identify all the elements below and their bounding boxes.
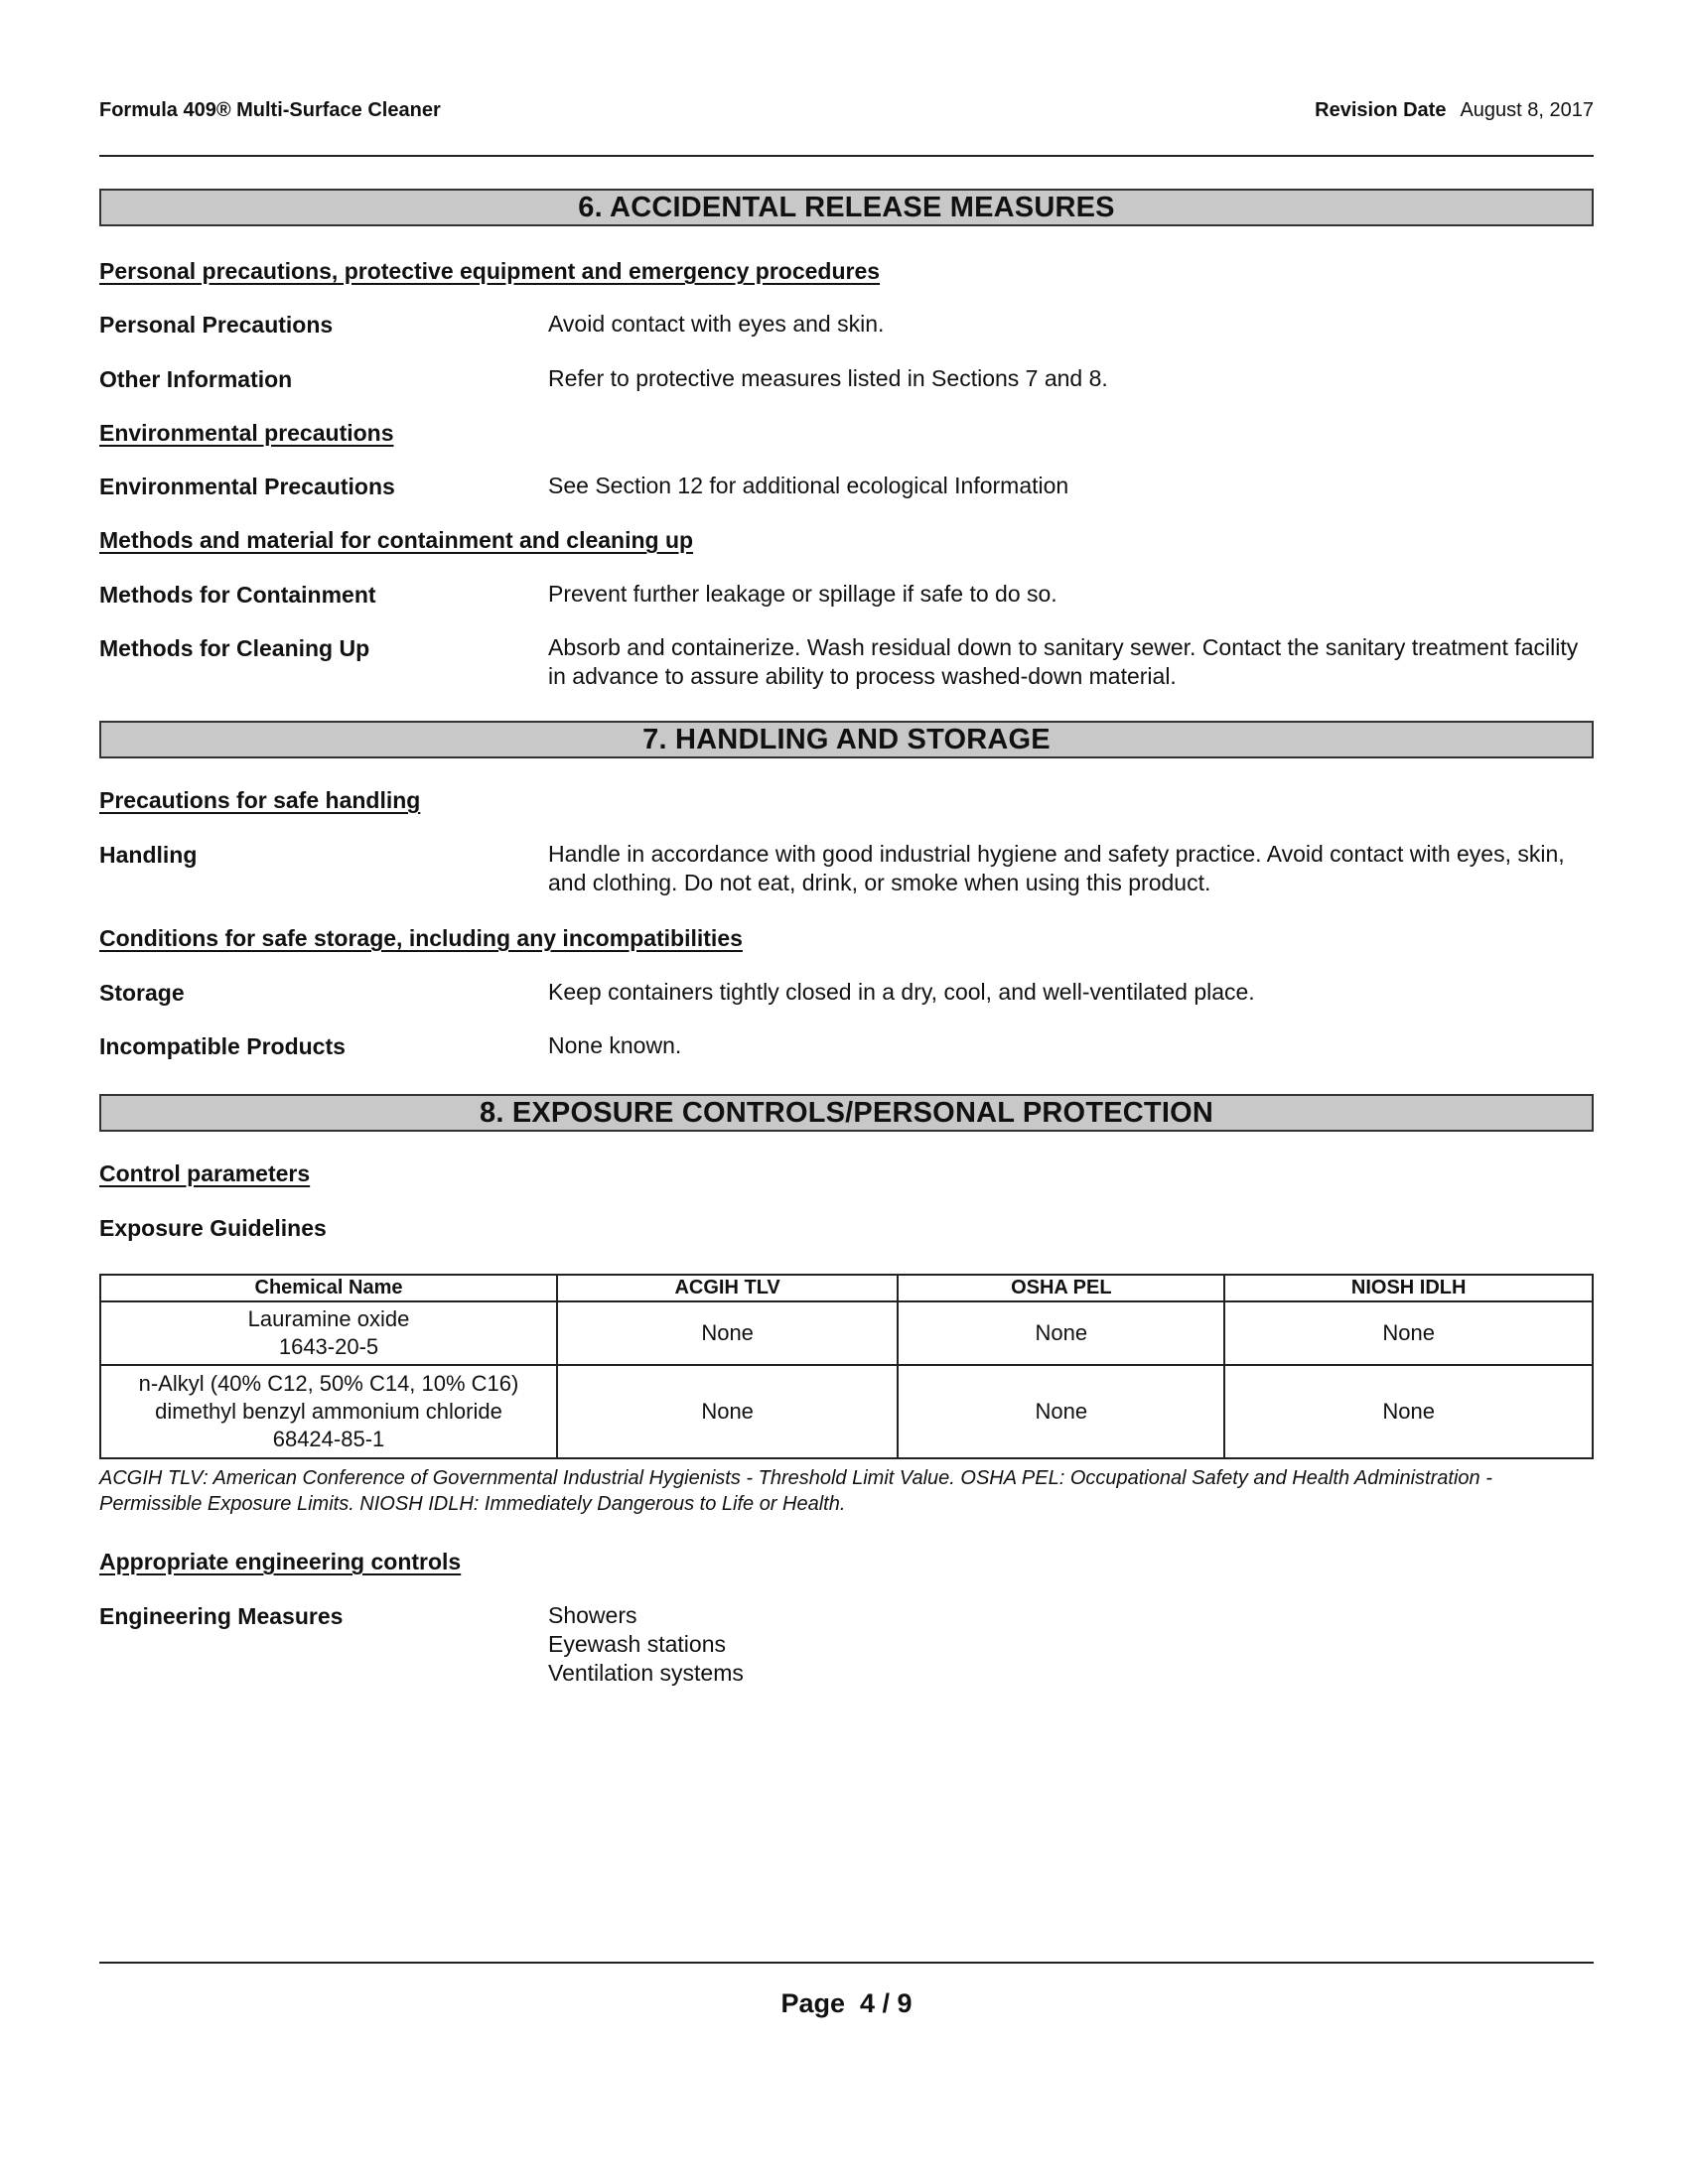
acgih-cell: None <box>557 1301 898 1365</box>
page-value: 4 / 9 <box>860 1988 913 2018</box>
product-name: Formula 409® Multi-Surface Cleaner <box>99 99 441 121</box>
label-methods-cleaning: Methods for Cleaning Up <box>99 635 370 661</box>
value-methods-cleaning: Absorb and containerize. Wash residual down to sanitary sewer. Contact the sanitary treatment facility in advance to assure ability to process washed-down material. <box>548 634 1579 689</box>
label-handling: Handling <box>99 842 198 868</box>
cas-number: 1643-20-5 <box>278 1334 379 1359</box>
label-engineering-measures: Engineering Measures <box>99 1603 344 1629</box>
label-methods-containment: Methods for Containment <box>99 582 376 608</box>
subhead-safe-handling: Precautions for safe handling <box>99 787 421 813</box>
subhead-safe-storage: Conditions for safe storage, including any incompatibilities <box>99 925 743 951</box>
col-chemical-name: Chemical Name <box>100 1275 557 1301</box>
subhead-environmental-precautions: Environmental precautions <box>99 420 394 446</box>
page-number <box>99 1988 1594 2019</box>
table-row <box>100 1301 1593 1365</box>
label-storage: Storage <box>99 980 185 1006</box>
label-environmental-precautions: Environmental Precautions <box>99 474 395 499</box>
col-acgih-tlv: ACGIH TLV <box>557 1275 898 1301</box>
revision-info <box>1315 99 1594 122</box>
page-label: Page <box>780 1988 845 2018</box>
header-divider <box>99 155 1594 157</box>
niosh-cell: None <box>1224 1301 1593 1365</box>
section-7-title: 7. HANDLING AND STORAGE <box>99 721 1594 758</box>
label-incompatible-products: Incompatible Products <box>99 1033 346 1059</box>
eng-measure-item: Eyewash stations <box>548 1631 726 1657</box>
subhead-personal-precautions: Personal precautions, protective equipment and emergency procedures <box>99 258 881 284</box>
acgih-cell: None <box>557 1365 898 1458</box>
section-8-title: 8. EXPOSURE CONTROLS/PERSONAL PROTECTION <box>99 1094 1594 1132</box>
table-header-row <box>100 1275 1593 1301</box>
footer-divider <box>99 1962 1594 1964</box>
value-engineering-measures <box>548 1601 1591 1688</box>
col-niosh-idlh: NIOSH IDLH <box>1224 1275 1593 1301</box>
subhead-engineering-controls: Appropriate engineering controls <box>99 1549 462 1574</box>
value-incompatible-products: None known. <box>548 1032 682 1058</box>
osha-cell: None <box>898 1301 1224 1365</box>
subhead-control-parameters: Control parameters <box>99 1160 311 1186</box>
chemical-name-cell <box>100 1365 557 1458</box>
col-osha-pel: OSHA PEL <box>898 1275 1224 1301</box>
label-personal-precautions: Personal Precautions <box>99 312 334 338</box>
value-other-information: Refer to protective measures listed in Sections 7 and 8. <box>548 365 1108 391</box>
table-row <box>100 1365 1593 1458</box>
subhead-containment: Methods and material for containment and cleaning up <box>99 527 694 553</box>
label-other-information: Other Information <box>99 366 293 392</box>
revision-date: August 8, 2017 <box>1460 99 1594 121</box>
eng-measure-item: Showers <box>548 1602 637 1628</box>
section-6-title: 6. ACCIDENTAL RELEASE MEASURES <box>99 189 1594 226</box>
value-personal-precautions: Avoid contact with eyes and skin. <box>548 311 885 337</box>
revision-label: Revision Date <box>1315 99 1447 121</box>
table-footnote: ACGIH TLV: American Conference of Governmental Industrial Hygienists - Threshold Limit Value. OSHA PEL: Occupational Safety and Health Administration - Permissible Exposure Limits. NIOSH IDLH: Immediately Dangerous to Life or Health. <box>99 1467 1492 1515</box>
page-header <box>99 99 1594 127</box>
eng-measure-item: Ventilation systems <box>548 1660 744 1686</box>
value-storage: Keep containers tightly closed in a dry, cool, and well-ventilated place. <box>548 979 1255 1005</box>
sds-page <box>99 0 1594 2184</box>
exposure-guidelines-table <box>99 1274 1594 1459</box>
chemical-name-cont: dimethyl benzyl ammonium chloride <box>155 1399 502 1424</box>
chemical-name: n-Alkyl (40% C12, 50% C14, 10% C16) <box>138 1371 519 1396</box>
value-handling: Handle in accordance with good industrial hygiene and safety practice. Avoid contact with eyes, skin, and clothing. Do not eat, drink, or smoke when using this product. <box>548 841 1565 895</box>
chemical-name-cell <box>100 1301 557 1365</box>
chemical-name: Lauramine oxide <box>247 1306 410 1331</box>
value-environmental-precautions: See Section 12 for additional ecological Information <box>548 473 1069 498</box>
label-exposure-guidelines: Exposure Guidelines <box>99 1215 327 1241</box>
osha-cell: None <box>898 1365 1224 1458</box>
cas-number: 68424-85-1 <box>272 1427 385 1451</box>
value-methods-containment: Prevent further leakage or spillage if safe to do so. <box>548 581 1057 607</box>
niosh-cell: None <box>1224 1365 1593 1458</box>
